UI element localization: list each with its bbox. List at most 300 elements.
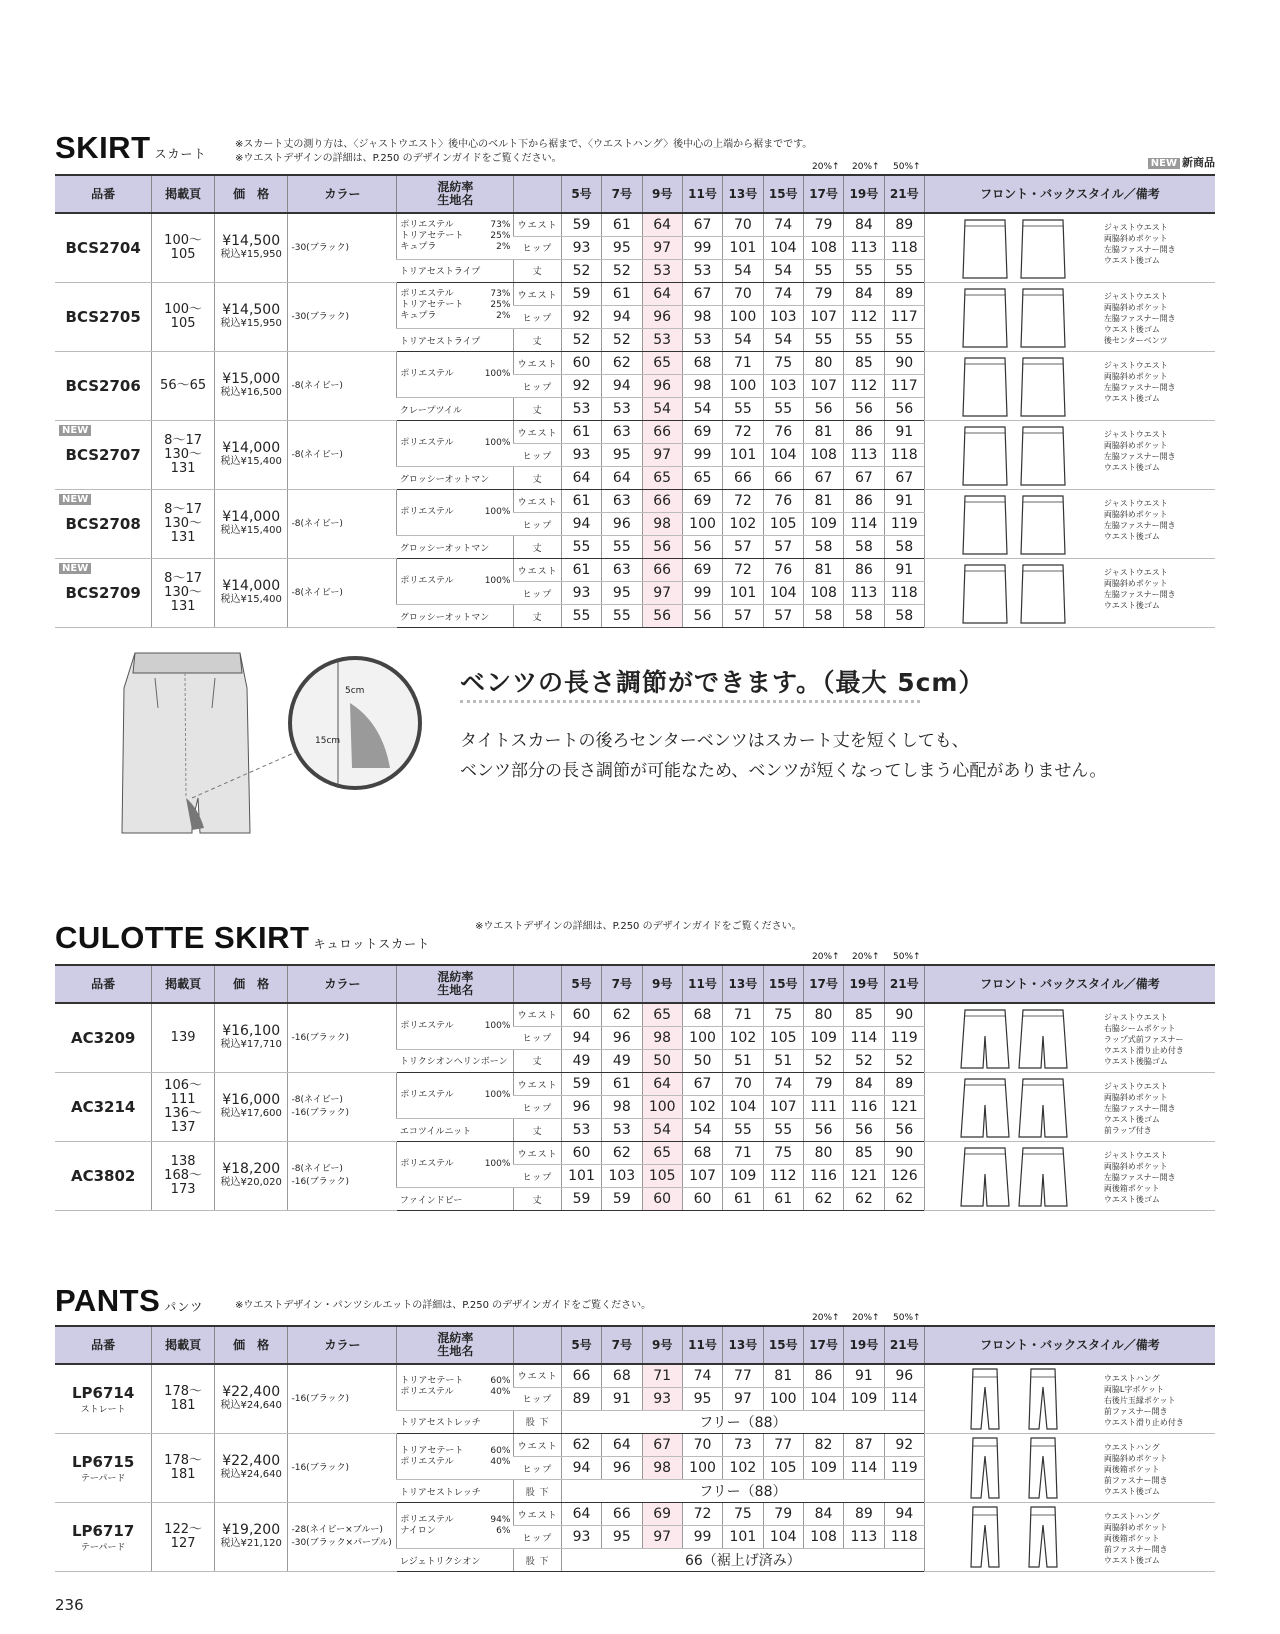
size-value: 59	[561, 283, 601, 306]
size-value: 114	[844, 1457, 884, 1480]
size-value: 96	[642, 306, 682, 329]
remark-line: 左脇ファスナー開き	[1103, 521, 1176, 530]
fabric-name: トリアセストライプ	[397, 329, 514, 352]
product-silhouette: テーパード	[80, 1473, 126, 1484]
pct-9: 20%↑	[812, 1313, 840, 1323]
size-value: 101	[723, 236, 763, 259]
size-value: 104	[723, 1096, 763, 1119]
remark-line: ウエストハング	[1103, 1512, 1160, 1521]
price-tax-incl: 税込¥15,400	[220, 456, 282, 467]
size-value: 81	[803, 421, 843, 444]
header-code: 品番	[55, 1326, 152, 1364]
table-row	[55, 490, 1215, 513]
size-value: 98	[682, 375, 722, 398]
size-value: 56	[682, 605, 722, 628]
size-value: 93	[561, 444, 601, 467]
size-value: 62	[561, 1434, 601, 1457]
material-name: ポリエステル	[400, 438, 454, 448]
remark-line: ウエスト後ゴム	[1103, 1115, 1160, 1124]
catalog-page	[152, 421, 215, 490]
size-value: 54	[723, 329, 763, 352]
size-value: 56	[844, 1119, 884, 1142]
size-value: 49	[602, 1049, 642, 1072]
size-value: 108	[803, 1526, 843, 1549]
remark-line: 両脇斜めポケット	[1103, 234, 1168, 243]
size-value: 86	[844, 490, 884, 513]
material-percent: 40%	[490, 1387, 511, 1398]
header-size: 17号	[803, 1326, 843, 1364]
size-value: 55	[763, 1119, 803, 1142]
product-code	[55, 490, 152, 559]
measure-label-hip: ヒップ	[514, 513, 561, 536]
size-value: 71	[642, 1364, 682, 1387]
catalog-page-1: 56～65	[160, 378, 207, 393]
size-value: 119	[884, 513, 924, 536]
size-value: 49	[561, 1049, 601, 1072]
size-value: 66	[723, 467, 763, 490]
size-value: 108	[803, 236, 843, 259]
header-size: 19号	[844, 175, 884, 213]
material-blend	[397, 1503, 514, 1549]
header-material	[397, 965, 514, 1003]
size-value: 91	[884, 559, 924, 582]
measure-label-hip: ヒップ	[514, 1165, 561, 1188]
header-size: 21号	[884, 965, 924, 1003]
size-value: 76	[763, 421, 803, 444]
pct-9: 20%↑	[812, 162, 840, 172]
new-badge: NEW	[59, 425, 91, 436]
color-options	[288, 1073, 397, 1142]
size-value: 57	[723, 536, 763, 559]
size-value: 60	[561, 1003, 601, 1026]
material-percent: 60%	[490, 1376, 511, 1387]
table-row	[55, 1434, 1215, 1457]
material-line	[400, 1021, 510, 1032]
size-value: 55	[844, 329, 884, 352]
color-option: -30(ブラック)	[291, 242, 350, 253]
remark-line: 右後片玉縁ポケット	[1103, 1396, 1176, 1405]
material-percent: 100%	[484, 438, 511, 448]
back-style-drawing	[1017, 492, 1069, 556]
size-value: 54	[723, 259, 763, 282]
size-value: 56	[844, 398, 884, 421]
size-value: 117	[884, 306, 924, 329]
remark-line: 両脇斜めポケット	[1103, 1523, 1168, 1532]
material-percent: 100%	[484, 1090, 511, 1100]
size-value: 92	[561, 375, 601, 398]
header-size: 15号	[763, 1326, 803, 1364]
back-style-drawing	[1017, 561, 1069, 625]
price-tax-incl: 税込¥24,640	[220, 1469, 282, 1480]
style-sketch	[959, 1006, 1069, 1070]
size-value: 67	[682, 283, 722, 306]
size-value: 100	[682, 1026, 722, 1049]
price	[214, 1003, 288, 1073]
measure-label-hip: ヒップ	[514, 1457, 561, 1480]
size-value: 118	[884, 1526, 924, 1549]
back-style-drawing	[1017, 285, 1069, 349]
size-value: 58	[803, 605, 843, 628]
pants-section	[55, 1285, 1215, 1572]
size-value: 51	[763, 1049, 803, 1072]
pct-9: 20%↑	[812, 952, 840, 962]
remark-line: 両脇斜めポケット	[1103, 1454, 1168, 1463]
product-code-text: AC3802	[70, 1167, 136, 1185]
size-value: 80	[803, 352, 843, 375]
measure-label-waist: ウエスト	[514, 352, 561, 375]
material-blend	[397, 1142, 514, 1188]
size-value: 55	[561, 605, 601, 628]
material-blend	[397, 490, 514, 536]
size-value: 59	[561, 1073, 601, 1096]
header-size: 5号	[561, 965, 601, 1003]
size-value: 108	[803, 582, 843, 605]
material-name: トリアセテート	[400, 300, 464, 310]
vent-promo	[120, 648, 1220, 848]
price	[214, 1434, 288, 1503]
size-value: 64	[602, 1434, 642, 1457]
size-value: 118	[884, 582, 924, 605]
size-value: 55	[561, 536, 601, 559]
remark-line: 左脇ファスナー開き	[1103, 590, 1176, 599]
style-sketch	[959, 354, 1069, 418]
size-value: 90	[884, 1003, 924, 1026]
size-value: 58	[844, 536, 884, 559]
catalog-page-1: 100～105	[164, 302, 202, 331]
size-value: 81	[763, 1364, 803, 1387]
header-color: カラー	[288, 965, 397, 1003]
size-value: 94	[602, 375, 642, 398]
size-value: 85	[844, 1003, 884, 1026]
style-notes	[924, 213, 1215, 283]
size-value: 105	[763, 1026, 803, 1049]
size-value: 84	[844, 283, 884, 306]
catalog-page-1: 8～17	[164, 502, 202, 517]
size-value: 61	[602, 283, 642, 306]
style-sketch	[959, 1436, 1069, 1500]
promo-divider	[460, 700, 920, 703]
size-value: 86	[803, 1364, 843, 1387]
remark-line: 両脇斜めポケット	[1103, 372, 1168, 381]
measure-label-waist: ウエスト	[514, 421, 561, 444]
new-badge: NEW	[59, 563, 91, 574]
size-value: 54	[642, 1119, 682, 1142]
header-measure	[514, 965, 561, 1003]
back-style-drawing	[1017, 354, 1069, 418]
measure-label-hip: ヒップ	[514, 444, 561, 467]
header-size: 19号	[844, 965, 884, 1003]
size-value: 116	[803, 1165, 843, 1188]
size-value: 76	[763, 559, 803, 582]
material-line	[400, 1376, 510, 1387]
size-value: 72	[723, 490, 763, 513]
product-code	[55, 213, 152, 283]
size-value: 79	[763, 1503, 803, 1526]
material-name: ポリエステル	[400, 1456, 454, 1467]
back-style-drawing	[1017, 216, 1069, 280]
size-value: 100	[682, 513, 722, 536]
size-value: 63	[602, 559, 642, 582]
measure-label-length: 丈	[514, 1119, 561, 1142]
skirt-section	[55, 130, 1215, 628]
size-value: 84	[844, 1073, 884, 1096]
size-value: 114	[844, 513, 884, 536]
remark-line: 前ファスナー開き	[1103, 1476, 1168, 1485]
product-silhouette: テーパード	[80, 1542, 126, 1553]
remarks	[1104, 1150, 1176, 1205]
product-code-text: BCS2706	[65, 377, 141, 395]
size-value: 98	[642, 1457, 682, 1480]
price-tax-incl: 税込¥15,950	[220, 249, 282, 260]
size-value: 65	[642, 467, 682, 490]
size-value: 81	[803, 490, 843, 513]
measure-label-waist: ウエスト	[514, 1003, 561, 1026]
size-value: 80	[803, 1003, 843, 1026]
size-value: 109	[723, 1165, 763, 1188]
culotte-table	[55, 964, 1215, 1211]
size-value: 62	[602, 352, 642, 375]
pct-11: 20%↑	[852, 1313, 880, 1323]
price-value: ¥16,100	[222, 1023, 281, 1039]
product-code-text: BCS2705	[65, 308, 141, 326]
style-notes	[924, 1073, 1215, 1142]
size-value: 96	[602, 513, 642, 536]
color-option: -8(ネイビー)	[291, 518, 343, 529]
material-line	[400, 242, 510, 253]
inseam-value: フリー（88）	[561, 1480, 924, 1503]
size-value: 116	[844, 1096, 884, 1119]
front-style-drawing	[959, 1075, 1011, 1139]
size-value: 91	[844, 1364, 884, 1387]
size-value: 55	[602, 605, 642, 628]
material-line	[400, 1387, 510, 1398]
header-size: 9号	[642, 1326, 682, 1364]
catalog-page	[152, 283, 215, 352]
table-row	[55, 559, 1215, 582]
size-value: 68	[602, 1364, 642, 1387]
header-size: 17号	[803, 965, 843, 1003]
size-value: 104	[763, 582, 803, 605]
size-value: 54	[682, 1119, 722, 1142]
size-value: 112	[844, 375, 884, 398]
price-value: ¥14,500	[222, 302, 281, 318]
size-value: 61	[561, 559, 601, 582]
size-value: 91	[884, 421, 924, 444]
size-value: 89	[884, 1073, 924, 1096]
size-value: 52	[561, 259, 601, 282]
back-style-drawing	[1017, 1144, 1069, 1208]
header-size: 21号	[884, 1326, 924, 1364]
size-value: 67	[682, 1073, 722, 1096]
material-percent: 100%	[484, 369, 511, 379]
pants-header	[55, 1285, 1215, 1325]
measure-label-hip: ヒップ	[514, 582, 561, 605]
header-measure	[514, 1326, 561, 1364]
product-code	[55, 559, 152, 628]
size-value: 121	[844, 1165, 884, 1188]
price-tax-incl: 税込¥15,400	[220, 594, 282, 605]
remark-line: ジャストウエスト	[1103, 1151, 1168, 1160]
remark-line: 左脇ファスナー開き	[1103, 314, 1176, 323]
remarks	[1104, 567, 1176, 611]
size-value: 52	[803, 1049, 843, 1072]
size-value: 62	[884, 1188, 924, 1211]
size-value: 53	[602, 1119, 642, 1142]
remark-line: ジャストウエスト	[1103, 292, 1168, 301]
size-value: 58	[884, 605, 924, 628]
size-value: 102	[723, 513, 763, 536]
price	[214, 1503, 288, 1572]
style-sketch	[959, 492, 1069, 556]
header-color: カラー	[288, 1326, 397, 1364]
size-value: 61	[602, 1073, 642, 1096]
material-line	[400, 1090, 510, 1101]
size-value: 55	[884, 259, 924, 282]
size-value: 67	[803, 467, 843, 490]
material-name: ポリエステル	[400, 369, 454, 379]
size-value: 51	[723, 1049, 763, 1072]
size-value: 72	[723, 421, 763, 444]
measure-label-length: 丈	[514, 1049, 561, 1072]
color-option: -8(ネイビー)	[291, 449, 343, 460]
size-value: 92	[884, 1434, 924, 1457]
size-value: 66	[642, 490, 682, 513]
size-value: 91	[884, 490, 924, 513]
material-blend	[397, 213, 514, 259]
size-value: 107	[803, 375, 843, 398]
section-note: ※スカート丈の測り方は、〈ジャストウエスト〉後中心のベルト下から裾まで、〈ウエストハング〉後中心の上端から裾までです。 ※ウエストデザインの詳細は、P.250 のデザインガイドをご覧ください。	[235, 139, 813, 164]
remark-line: 前ファスナー開き	[1103, 1407, 1168, 1416]
price-tax-incl: 税込¥20,020	[220, 1177, 282, 1188]
price	[214, 1073, 288, 1142]
color-option: -16(ブラック)	[291, 1393, 350, 1404]
measure-label-waist: ウエスト	[514, 213, 561, 236]
color-option: -30(ブラック)	[291, 311, 350, 322]
color-option: -16(ブラック)	[291, 1108, 350, 1118]
size-value: 119	[884, 1026, 924, 1049]
measure-label-hip: ヒップ	[514, 1387, 561, 1410]
material-name: トリアセテート	[400, 1376, 464, 1387]
header-page: 掲載頁	[152, 175, 215, 213]
catalog-page-1: 8～17	[164, 433, 202, 448]
header-size: 5号	[561, 175, 601, 213]
color-option: -8(ネイビー)	[291, 1095, 343, 1105]
size-value: 69	[682, 559, 722, 582]
remark-line: ウエスト滑り止め付き	[1103, 1418, 1184, 1427]
size-value: 126	[884, 1165, 924, 1188]
size-value: 113	[844, 236, 884, 259]
size-value: 66	[602, 1503, 642, 1526]
header-material-ratio: 混紡率	[437, 1331, 474, 1345]
size-value: 71	[723, 352, 763, 375]
material-blend	[397, 559, 514, 605]
section-title: PANTS パンツ	[55, 1283, 204, 1318]
measure-label-length: 丈	[514, 398, 561, 421]
size-value: 86	[844, 559, 884, 582]
material-line	[400, 289, 510, 300]
measure-label-waist: ウエスト	[514, 1142, 561, 1165]
header-material-ratio: 混紡率	[437, 180, 474, 194]
size-value: 53	[642, 259, 682, 282]
measure-label-hip: ヒップ	[514, 306, 561, 329]
color-options	[288, 1003, 397, 1073]
product-code-text: AC3209	[70, 1029, 136, 1047]
size-value: 61	[602, 213, 642, 236]
size-value: 99	[682, 236, 722, 259]
size-value: 85	[844, 1142, 884, 1165]
size-value: 57	[763, 605, 803, 628]
style-notes	[924, 1364, 1215, 1434]
fabric-name: グロッシーオットマン	[397, 605, 514, 628]
remark-line: 両後箱ポケット	[1103, 1184, 1160, 1193]
price	[214, 352, 288, 421]
measure-label-length: 丈	[514, 467, 561, 490]
remark-line: 両脇斜めポケット	[1103, 441, 1168, 450]
price-tax-incl: 税込¥21,120	[220, 1538, 282, 1549]
material-percent: 94%	[490, 1514, 511, 1525]
size-value: 80	[803, 1142, 843, 1165]
measure-label-length: 丈	[514, 605, 561, 628]
product-code-text: LP6714	[72, 1383, 135, 1402]
material-line	[400, 1446, 510, 1457]
remark-line: ジャストウエスト	[1103, 361, 1168, 370]
size-value: 55	[723, 398, 763, 421]
size-value: 60	[561, 352, 601, 375]
color-option: -16(ブラック)	[291, 1032, 350, 1043]
size-value: 65	[642, 352, 682, 375]
price-tax-incl: 税込¥15,400	[220, 525, 282, 536]
material-percent: 100%	[484, 507, 511, 517]
size-value: 82	[803, 1434, 843, 1457]
catalog-page	[152, 559, 215, 628]
measure-label-hip: ヒップ	[514, 1526, 561, 1549]
fabric-name: トリアセストライプ	[397, 259, 514, 282]
size-value: 96	[642, 375, 682, 398]
remarks	[1104, 429, 1176, 473]
header-size: 7号	[602, 175, 642, 213]
measure-label-length: 丈	[514, 329, 561, 352]
style-notes	[924, 490, 1215, 559]
material-percent: 100%	[484, 1020, 511, 1031]
measure-label-waist: ウエスト	[514, 1434, 561, 1457]
material-name: ポリエステル	[400, 219, 454, 230]
header-size: 21号	[884, 175, 924, 213]
size-value: 62	[602, 1142, 642, 1165]
style-sketch	[959, 1075, 1069, 1139]
material-line	[400, 1457, 510, 1468]
size-value: 56	[682, 536, 722, 559]
remark-line: 前ラップ付き	[1103, 1126, 1152, 1135]
new-badge: NEW	[59, 494, 91, 505]
size-value: 55	[723, 1119, 763, 1142]
size-value: 102	[682, 1096, 722, 1119]
measure-label-waist: ウエスト	[514, 559, 561, 582]
catalog-page-1: 8～17	[164, 571, 202, 586]
material-line	[400, 576, 510, 587]
remark-line: ウエスト滑り止め付き	[1103, 1046, 1184, 1055]
size-value: 58	[844, 605, 884, 628]
size-value: 95	[602, 582, 642, 605]
color-option: -30(ブラック×パープル)	[291, 1538, 392, 1548]
material-line	[400, 1515, 510, 1526]
price	[214, 490, 288, 559]
size-value: 69	[642, 1503, 682, 1526]
remark-line: 両後箱ポケット	[1103, 1534, 1160, 1543]
size-value: 67	[682, 213, 722, 236]
size-value: 98	[602, 1096, 642, 1119]
header-size: 11号	[682, 175, 722, 213]
size-value: 104	[803, 1387, 843, 1410]
